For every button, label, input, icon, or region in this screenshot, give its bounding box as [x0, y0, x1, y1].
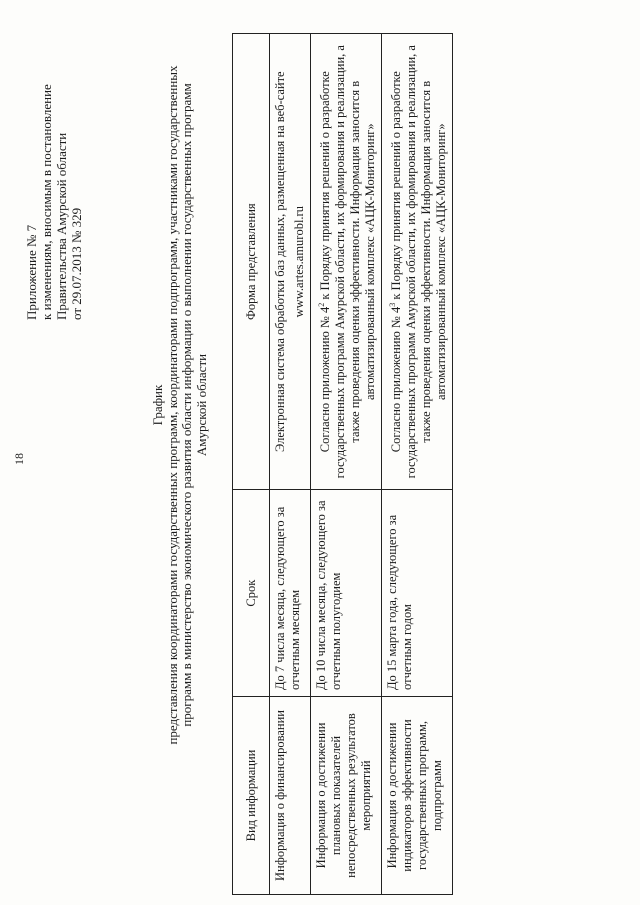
appendix-block — [24, 20, 84, 320]
schedule-table — [232, 33, 453, 895]
cell-form — [270, 34, 311, 490]
form-text-rest: к Порядку принятия решений о разработке государственных программ Амурской области, их формирования и реализации, а также проведения оценки эффективности. Информация заносится в автоматизированный комплекс «АЦК-Мониторинг» — [318, 45, 378, 479]
form-text: Согласно приложению № 4 — [318, 306, 333, 453]
cell-kind: Информация о финансировании — [270, 696, 311, 894]
form-sup: 3 — [388, 302, 398, 307]
form-text: Электронная система обработки баз данных, размещенная на веб-сайте www.artes.amurobl.ru — [273, 71, 307, 452]
appendix-title: Приложение № 7 — [24, 224, 39, 320]
heading-title: График — [150, 384, 165, 426]
heading-line: Амурской области — [193, 353, 209, 457]
appendix-line: к изменениям, вносимым в постановление — [39, 84, 54, 320]
page-number: 18 — [12, 453, 26, 465]
appendix-line: Правительства Амурской области — [54, 132, 69, 320]
cell-form — [311, 34, 382, 490]
table-row — [382, 34, 453, 895]
appendix-line: от 29.07.2013 № 329 — [69, 207, 84, 320]
heading-line: представления координаторами государственных программ, координаторами подпрограмм, участниками государственных — [164, 65, 180, 745]
table-header-row — [233, 34, 270, 895]
cell-form — [382, 34, 453, 490]
form-text-rest: к Порядку принятия решений о разработке государственных программ Амурской области, их формирования и реализации, а также проведения оценки эффективности. Информация заносится в автоматизированный комплекс «АЦК-Мониторинг» — [389, 45, 449, 479]
cell-kind: Информация о достижении плановых показателей непосредственных результатов мероприятий — [311, 696, 382, 894]
cell-term: До 10 числа месяца, следующего за отчетным полугодием — [311, 490, 382, 697]
cell-kind: Информация о достижении индикаторов эффективности государственных программ, подпрограмм — [382, 696, 453, 894]
column-header-kind: Вид информации — [233, 696, 270, 894]
table-row — [311, 34, 382, 895]
form-sup: 2 — [317, 302, 327, 307]
table-row — [270, 34, 311, 895]
heading-line: программ в министерство экономического развития области информации о выполнении государственных программ — [179, 83, 194, 727]
column-header-term: Срок — [233, 490, 270, 697]
cell-term: До 15 марта года, следующего за отчетным годом — [382, 490, 453, 697]
form-text: Согласно приложению № 4 — [389, 306, 404, 453]
cell-term: До 7 числа месяца, следующего за отчетным месяцем — [270, 490, 311, 697]
column-header-form: Форма представления — [233, 34, 270, 490]
document-heading — [151, 55, 209, 755]
